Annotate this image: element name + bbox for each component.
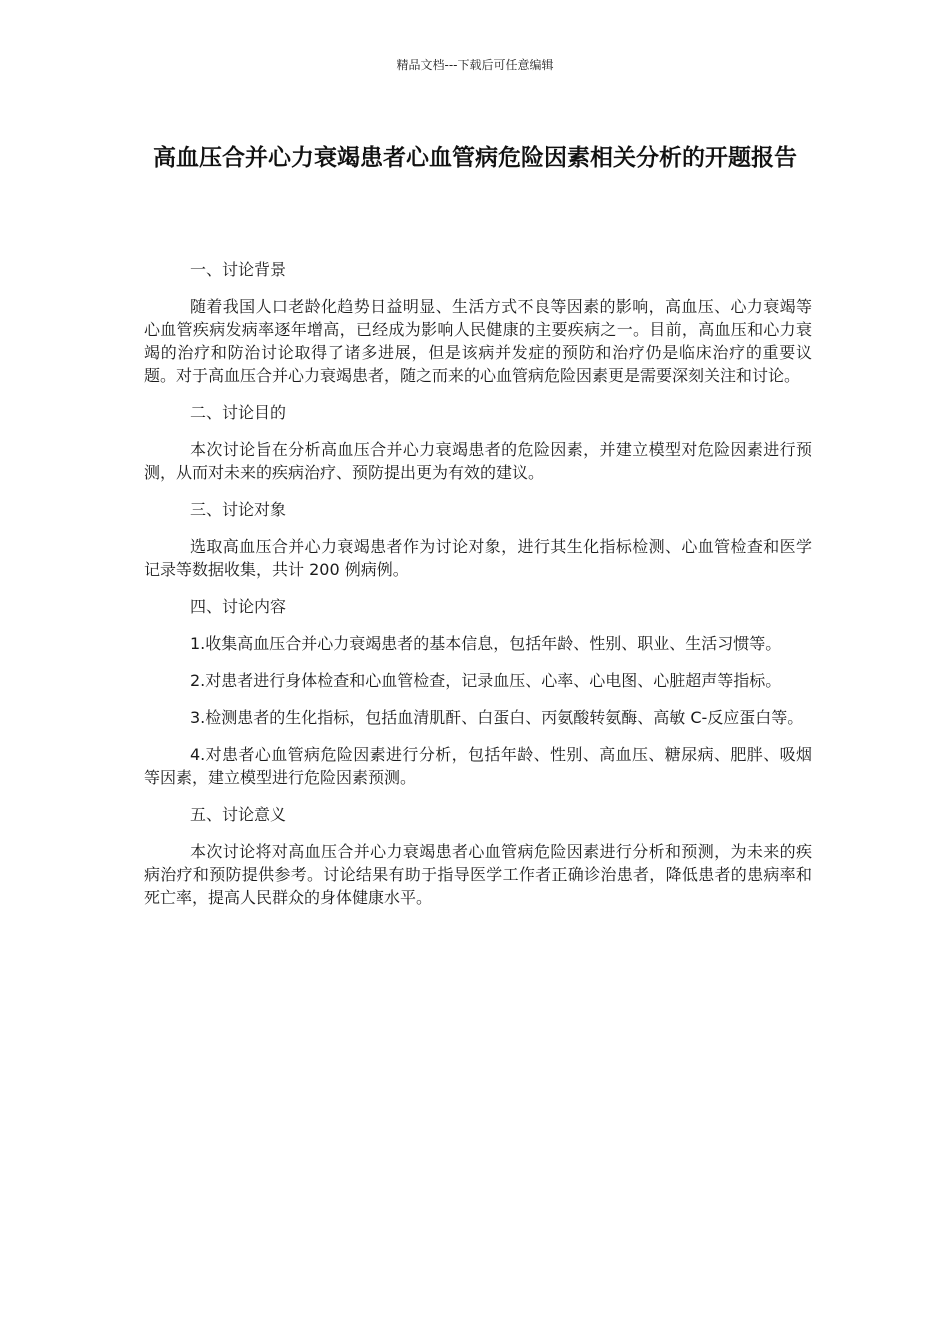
document-title: 高血压合并心力衰竭患者心血管病危险因素相关分析的开题报告: [153, 145, 797, 171]
document-body: [144, 258, 812, 923]
header-note: 精品文档---下载后可任意编辑: [396, 58, 554, 72]
list-item: 3.检测患者的生化指标，包括血清肌酐、白蛋白、丙氨酸转氨酶、高敏 C-反应蛋白等。: [190, 708, 804, 727]
section-heading-purpose: 二、讨论目的: [190, 403, 287, 422]
list-item: 4.对患者心血管病危险因素进行分析，包括年龄、性别、高血压、糖尿病、肥胖、吸烟等因素，建立模型进行危险因素预测。: [144, 745, 812, 787]
section-heading-content: 四、讨论内容: [190, 597, 287, 616]
list-item: 1.收集高血压合并心力衰竭患者的基本信息，包括年龄、性别、职业、生活习惯等。: [190, 634, 782, 653]
paragraph: 随着我国人口老龄化趋势日益明显、生活方式不良等因素的影响，高血压、心力衰竭等心血管疾病发病率逐年增高，已经成为影响人民健康的主要疾病之一。目前，高血压和心力衰竭的治疗和防治讨论取得了诸多进展，但是该病并发症的预防和治疗仍是临床治疗的重要议题。对于高血压合并心力衰竭患者，随之而来的心血管病危险因素更是需要深刻关注和讨论。: [144, 297, 812, 385]
paragraph: 本次讨论将对高血压合并心力衰竭患者心血管病危险因素进行分析和预测，为未来的疾病治疗和预防提供参考。讨论结果有助于指导医学工作者正确诊治患者，降低患者的患病率和死亡率，提高人民群众的身体健康水平。: [144, 842, 812, 907]
section-heading-background: 一、讨论背景: [190, 260, 287, 279]
section-heading-subjects: 三、讨论对象: [190, 500, 287, 519]
paragraph: 本次讨论旨在分析高血压合并心力衰竭患者的危险因素，并建立模型对危险因素进行预测，从而对未来的疾病治疗、预防提出更为有效的建议。: [144, 440, 812, 482]
paragraph: 选取高血压合并心力衰竭患者作为讨论对象，进行其生化指标检测、心血管检查和医学记录等数据收集，共计 200 例病例。: [144, 537, 812, 579]
list-item: 2.对患者进行身体检查和心血管检查，记录血压、心率、心电图、心脏超声等指标。: [190, 671, 782, 690]
section-heading-significance: 五、讨论意义: [190, 805, 287, 824]
